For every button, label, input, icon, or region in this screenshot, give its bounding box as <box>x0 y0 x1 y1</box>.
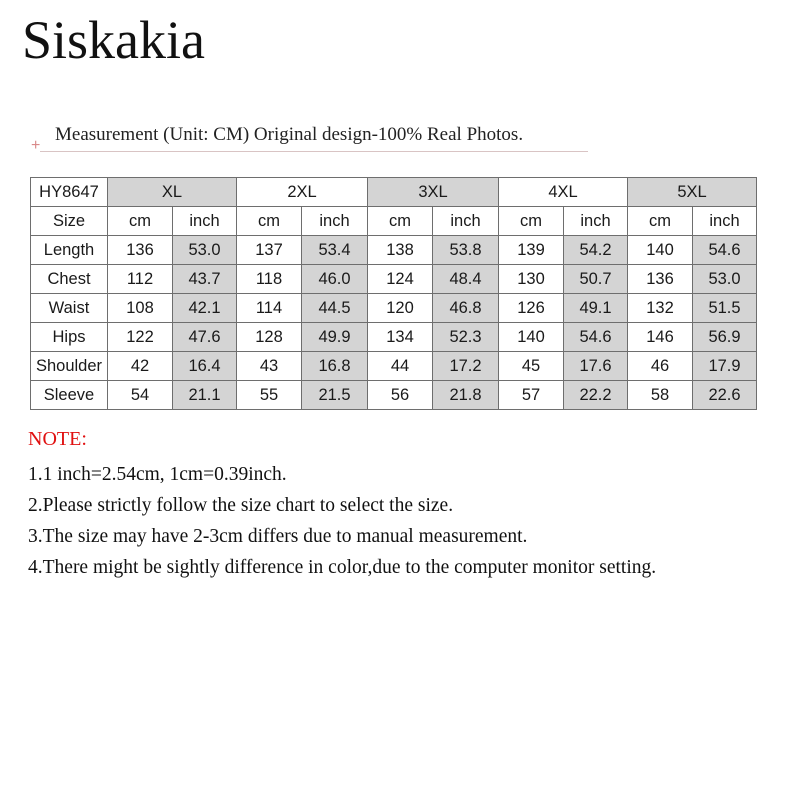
size-header: 3XL <box>368 178 499 207</box>
table-cell: 54 <box>108 381 173 410</box>
note-heading: NOTE: <box>28 428 87 450</box>
table-cell: 22.2 <box>564 381 628 410</box>
table-cell: 43 <box>237 352 302 381</box>
table-cell: 17.2 <box>433 352 499 381</box>
table-cell: 46.0 <box>302 265 368 294</box>
table-cell: 16.8 <box>302 352 368 381</box>
table-cell: 22.6 <box>693 381 757 410</box>
table-cell: 50.7 <box>564 265 628 294</box>
table-cell: 132 <box>628 294 693 323</box>
table-cell: 54.6 <box>564 323 628 352</box>
size-header: 5XL <box>628 178 757 207</box>
unit-inch: inch <box>564 207 628 236</box>
row-label: Chest <box>31 265 108 294</box>
table-cell: 126 <box>499 294 564 323</box>
table-cell: 118 <box>237 265 302 294</box>
unit-inch: inch <box>433 207 499 236</box>
table-cell: 122 <box>108 323 173 352</box>
table-cell: 53.4 <box>302 236 368 265</box>
table-cell: 54.6 <box>693 236 757 265</box>
table-cell: 112 <box>108 265 173 294</box>
table-cell: 54.2 <box>564 236 628 265</box>
table-cell: 44.5 <box>302 294 368 323</box>
row-label: Sleeve <box>31 381 108 410</box>
table-cell: 21.8 <box>433 381 499 410</box>
table-cell: 48.4 <box>433 265 499 294</box>
table-row <box>31 323 757 352</box>
table-cell: 114 <box>237 294 302 323</box>
table-cell: 52.3 <box>433 323 499 352</box>
table-cell: 45 <box>499 352 564 381</box>
table-row <box>31 265 757 294</box>
table-cell: 17.9 <box>693 352 757 381</box>
table-cell: 17.6 <box>564 352 628 381</box>
unit-cm: cm <box>108 207 173 236</box>
table-cell: 42 <box>108 352 173 381</box>
unit-inch: inch <box>693 207 757 236</box>
table-cell: 140 <box>499 323 564 352</box>
table-cell: 108 <box>108 294 173 323</box>
row-label: Shoulder <box>31 352 108 381</box>
table-cell: 43.7 <box>173 265 237 294</box>
row-label: Waist <box>31 294 108 323</box>
table-cell: 56 <box>368 381 433 410</box>
note-item: 3.The size may have 2-3cm differs due to manual measurement. <box>28 526 528 547</box>
unit-inch: inch <box>173 207 237 236</box>
table-cell: 53.0 <box>173 236 237 265</box>
size-header: 4XL <box>499 178 628 207</box>
unit-cm: cm <box>628 207 693 236</box>
note-item: 1.1 inch=2.54cm, 1cm=0.39inch. <box>28 464 287 485</box>
unit-inch: inch <box>302 207 368 236</box>
table-cell: 120 <box>368 294 433 323</box>
table-cell: 136 <box>108 236 173 265</box>
table-cell: 46.8 <box>433 294 499 323</box>
table-cell: 21.5 <box>302 381 368 410</box>
table-cell: 44 <box>368 352 433 381</box>
table-cell: 57 <box>499 381 564 410</box>
size-header: XL <box>108 178 237 207</box>
table-cell: 46 <box>628 352 693 381</box>
subtitle-divider <box>40 151 588 152</box>
unit-row-label: Size <box>31 207 108 236</box>
size-table <box>30 177 757 410</box>
table-cell: 55 <box>237 381 302 410</box>
size-chart <box>30 177 757 410</box>
table-cell: 124 <box>368 265 433 294</box>
model-number: HY8647 <box>31 178 108 207</box>
table-cell: 139 <box>499 236 564 265</box>
table-cell: 58 <box>628 381 693 410</box>
table-cell: 138 <box>368 236 433 265</box>
note-item: 4.There might be sightly difference in color,due to the computer monitor setting. <box>28 557 657 578</box>
table-cell: 146 <box>628 323 693 352</box>
table-row <box>31 294 757 323</box>
row-label: Length <box>31 236 108 265</box>
table-row <box>31 352 757 381</box>
table-cell: 16.4 <box>173 352 237 381</box>
table-cell: 49.9 <box>302 323 368 352</box>
size-header: 2XL <box>237 178 368 207</box>
unit-cm: cm <box>368 207 433 236</box>
row-label: Hips <box>31 323 108 352</box>
table-cell: 21.1 <box>173 381 237 410</box>
table-cell: 140 <box>628 236 693 265</box>
table-cell: 130 <box>499 265 564 294</box>
table-cell: 51.5 <box>693 294 757 323</box>
table-row <box>31 236 757 265</box>
table-cell: 134 <box>368 323 433 352</box>
table-cell: 42.1 <box>173 294 237 323</box>
note-item: 2.Please strictly follow the size chart to select the size. <box>28 495 454 516</box>
measurement-subtitle: Measurement (Unit: CM) Original design-100% Real Photos. <box>55 124 524 145</box>
table-cell: 53.0 <box>693 265 757 294</box>
plus-marker-icon: + <box>31 137 41 154</box>
brand-title: Siskakia <box>22 10 205 70</box>
size-header-row <box>31 178 757 207</box>
table-cell: 128 <box>237 323 302 352</box>
table-cell: 53.8 <box>433 236 499 265</box>
table-cell: 137 <box>237 236 302 265</box>
table-cell: 56.9 <box>693 323 757 352</box>
unit-cm: cm <box>499 207 564 236</box>
unit-cm: cm <box>237 207 302 236</box>
table-cell: 136 <box>628 265 693 294</box>
unit-header-row <box>31 207 757 236</box>
table-cell: 49.1 <box>564 294 628 323</box>
table-row <box>31 381 757 410</box>
table-cell: 47.6 <box>173 323 237 352</box>
